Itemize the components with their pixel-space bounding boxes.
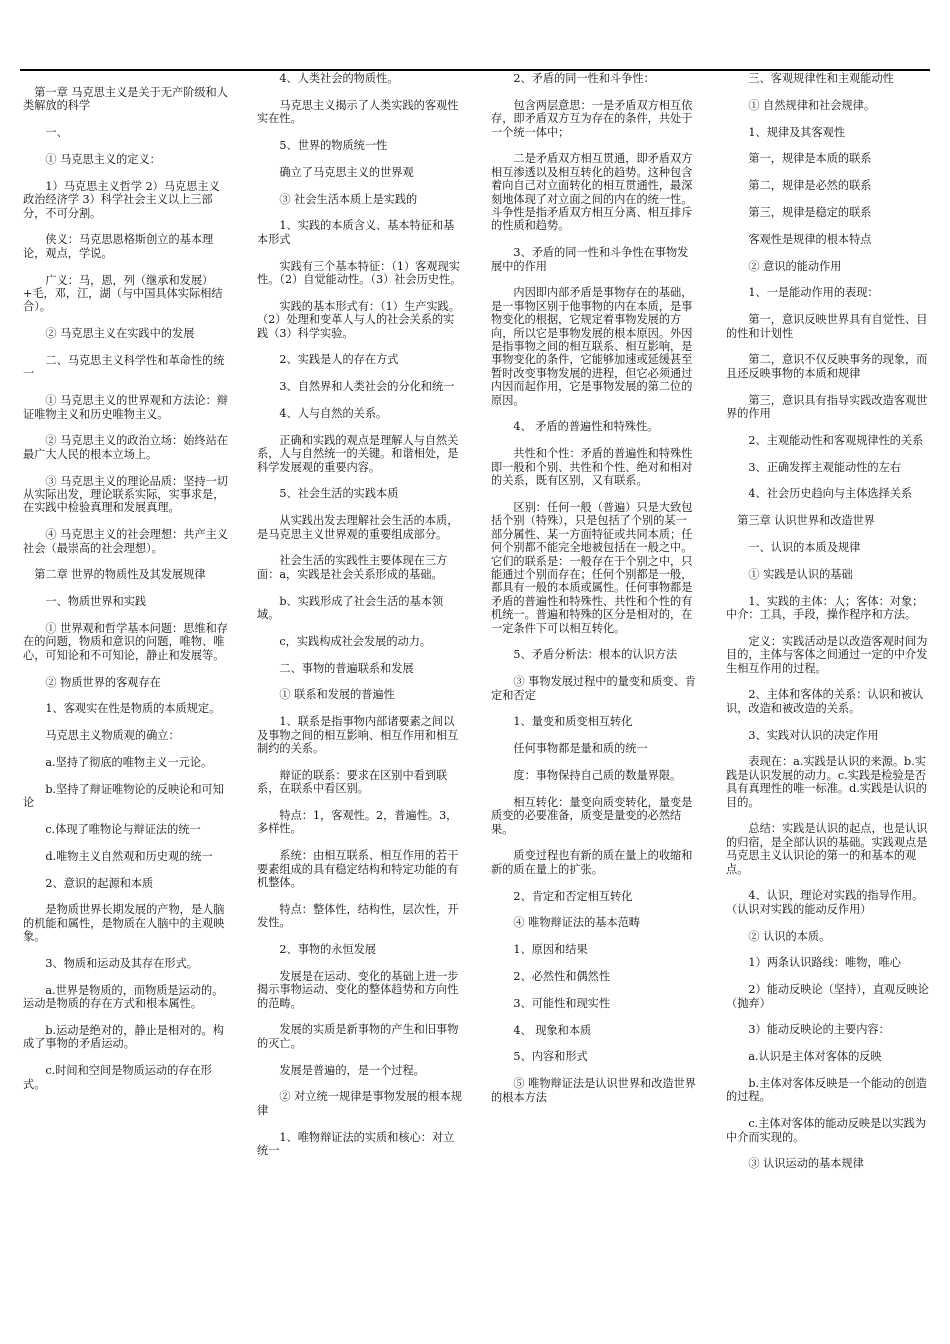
paragraph: 2、主观能动性和客观规律性的关系 <box>748 433 924 447</box>
paragraph: 2、主体和客体的关系：认识和被认识，改造和被改造的关系。 <box>726 688 924 715</box>
paragraph: 二、事物的普遍联系和发展 <box>279 661 414 675</box>
paragraph: c.主体对客体的能动反映是以实践为中介而实现的。 <box>726 1117 927 1144</box>
paragraph: 定义：实践活动是以改造客观时间为目的，主体与客体之间通过一定的中介发生相互作用的过程。 <box>726 634 928 675</box>
paragraph: ④ 马克思主义的社会理想：共产主义社会（最崇高的社会理想）。 <box>23 528 228 555</box>
column-2 <box>257 72 463 1171</box>
paragraph: 度：事物保持自己质的数量界限。 <box>513 768 682 782</box>
paragraph: ② 物质世界的客观存在 <box>45 675 161 689</box>
paragraph: 侠义：马克思恩格斯创立的基本理论，观点，学说。 <box>23 233 214 260</box>
paragraph: 1、规律及其客观性 <box>748 125 846 139</box>
paragraph: 2、事物的永恒发展 <box>279 943 377 957</box>
column-1 <box>23 72 229 1104</box>
paragraph: 1、一是能动作用的表现： <box>748 286 879 300</box>
paragraph: 4、社会历史趋向与主体选择关系 <box>748 487 913 501</box>
paragraph: 社会生活的实践性主要体现在三方面：a，实践是社会关系形成的基础。 <box>257 554 448 581</box>
paragraph: 区别：任何一般（普遍）只是大致包括个别（特殊），只是包括了个别的某一部分属性、某一方面特征或共同本质；任何个别都不能完全地被包括在一般之中。它们的联系是：一般存在于个别之中，只能通过个别而存在；任何个别都是一般，都具有一般的本质或属性。任何事物都是矛盾的普遍性和特殊性、共性和个性的有机统一。普遍和特殊的区分是相对的，在一定条件下可以相互转化。 <box>491 500 693 635</box>
paragraph: 第一章 马克思主义是关于无产阶级和人类解放的科学 <box>23 86 228 113</box>
paragraph: a.世界是物质的，而物质是运动的。运动是物质的存在方式和根本属性。 <box>23 983 224 1011</box>
paragraph: ① 马克思主义的世界观和方法论：辩证唯物主义和历史唯物主义。 <box>23 394 228 421</box>
paragraph: 特点：1，客观性。2，普遍性。3，多样性。 <box>257 809 458 836</box>
paragraph: 一、物质世界和实践 <box>45 595 147 609</box>
paragraph: 三、客观规律性和主观能动性 <box>748 72 894 85</box>
paragraph: 2、肯定和否定相互转化 <box>513 889 633 903</box>
paragraph: 3、矛盾的同一性和斗争性在事物发展中的作用 <box>491 246 689 273</box>
paragraph: 4、人类社会的物质性。 <box>279 72 399 85</box>
paragraph: 系统：由相互联系、相互作用的若干要素组成的具有稳定结构和特定功能的有机整体。 <box>257 849 459 890</box>
paragraph: 一、认识的本质及规律 <box>748 540 861 554</box>
paragraph: 1）两条认识路线：唯物，唯心 <box>748 956 901 970</box>
paragraph: 发展是在运动、变化的基础上进一步揭示事物运动、变化的整体趋势和方向性的范畴。 <box>257 969 459 1010</box>
paragraph: 内因即内部矛盾是事物存在的基础，是一事物区别于他事物的内在本质，是事物变化的根据，它规定着事物发展的方向，所以它是事物发展的根本原因。外因是指事物之间的相互联系、相互影响，是事物变化的条件，它能够加速或延缓甚至暂时改变事物发展的进程，但它必须通过内因而起作用，它是事物发展的第二位的原因。 <box>491 286 693 407</box>
paragraph: 实践的基本形式有：（1）生产实践。（2）处理和变革人与人的社会关系的实践（3）科学实验。 <box>257 299 460 340</box>
paragraph: 确立了马克思主义的世界观 <box>279 165 414 179</box>
paragraph: 客观性是规律的根本特点 <box>748 232 872 246</box>
paragraph: 二是矛盾双方相互贯通，即矛盾双方相互渗透以及相互转化的趋势。这种包含着向自己对立面转化的相互贯通性，最深刻地体现了对立面之间的内在的统一性。斗争性是指矛盾双方相互分离、相互排斥的性质和趋势。 <box>491 152 693 233</box>
paragraph: 辩证的联系：要求在区别中看到联系，在联系中看区别。 <box>257 768 448 796</box>
paragraph: 4、 现象和本质 <box>513 1023 592 1037</box>
paragraph: 广义：马，恩，列（继承和发展）+毛，邓，江，湖（与中国具体实际相结合）。 <box>23 273 223 314</box>
paragraph: 1、唯物辩证法的实质和核心：对立统一 <box>257 1130 455 1158</box>
paragraph: 5、社会生活的实践本质 <box>279 487 399 501</box>
paragraph: b.坚持了辩证唯物论的反映论和可知论 <box>23 782 224 810</box>
column-3 <box>491 72 697 1117</box>
paragraph: 3、可能性和现实性 <box>513 996 611 1010</box>
paragraph: 3）能动反映论的主要内容： <box>748 1023 890 1037</box>
paragraph: ② 认识的本质。 <box>748 929 831 943</box>
paragraph: 第二章 世界的物质性及其发展规律 <box>34 568 206 582</box>
paragraph: b、实践形成了社会生活的基本领域。 <box>257 594 444 622</box>
paragraph: ① 马克思主义的定义： <box>45 153 161 166</box>
paragraph: 包含两层意思：一是矛盾双方相互依存，即矛盾双方互为存在的条件，共处于一个统一体中； <box>491 98 693 139</box>
paragraph: ③ 认识运动的基本规律 <box>748 1157 864 1171</box>
paragraph: ① 世界观和哲学基本问题：思维和存在的问题，物质和意识的问题，唯物、唯心，可知论和不可知论，静止和发展等。 <box>23 622 228 662</box>
paragraph: 马克思主义揭示了人类实践的客观性实在性。 <box>257 98 459 126</box>
paragraph: a.认识是主体对客体的反映 <box>748 1050 882 1064</box>
paragraph: 共性和个性：矛盾的普遍性和特殊性即一般和个别、共性和个性、绝对和相对的关系，既有区别，又有联系。 <box>491 447 693 488</box>
paragraph: 4、人与自然的关系。 <box>279 407 388 420</box>
paragraph: ① 自然规律和社会规律。 <box>748 98 876 112</box>
paragraph: 一、 <box>45 126 68 140</box>
paragraph: ② 意识的能动作用 <box>748 259 842 273</box>
paragraph: 从实践出发去理解社会生活的本质，是马克思主义世界观的重要组成部分。 <box>257 514 459 541</box>
paragraph: ③ 马克思主义的理论品质：坚持一切从实际出发，理论联系实际，实事求是，在实践中检验真理和发展真理。 <box>23 474 228 515</box>
paragraph: 4、认识，理论对实践的指导作用。（认识对实践的能动反作用） <box>726 889 924 916</box>
paragraph: 质变过程也有新的质在量上的收缩和新的质在量上的扩张。 <box>491 849 693 876</box>
paragraph: ① 联系和发展的普遍性 <box>279 688 395 702</box>
paragraph: 是物质世界长期发展的产物，是人脑的机能和属性，是物质在人脑中的主观映象。 <box>23 903 225 944</box>
paragraph: ② 对立统一规律是事物发展的根本规律 <box>257 1090 462 1117</box>
paragraph: ④ 唯物辩证法的基本范畴 <box>513 916 641 930</box>
paragraph: 第二，规律是必然的联系 <box>748 179 872 193</box>
paragraph: 第一，意识反映世界具有自觉性、目的性和计划性 <box>726 313 928 340</box>
paragraph: 第三，规律是稳定的联系 <box>748 205 872 219</box>
paragraph: 1）马克思主义哲学 2）马克思主义政治经济学 3）科学社会主义以上三部分，不可分割。 <box>23 179 220 220</box>
paragraph: 2、实践是人的存在方式 <box>279 353 399 367</box>
paragraph: 4、 矛盾的普遍性和特殊性。 <box>513 420 659 434</box>
paragraph: ② 马克思主义的政治立场：始终站在最广大人民的根本立场上。 <box>23 434 228 461</box>
paragraph: 发展的实质是新事物的产生和旧事物的灭亡。 <box>257 1023 459 1050</box>
paragraph: 总结：实践是认识的起点，也是认识的归宿，是全部认识的基础。实践观点是马克思主义认识论的第一的和基本的观点。 <box>726 822 928 876</box>
paragraph: 1、量变和质变相互转化 <box>513 715 633 729</box>
paragraph: 1、联系是指事物内部诸要素之间以及事物之间的相互影响、相互作用和相互制约的关系。 <box>257 715 459 756</box>
paragraph: c.体现了唯物论与辩证法的统一 <box>45 823 201 837</box>
paragraph: 2、矛盾的同一性和斗争性： <box>513 72 655 85</box>
paragraph: 5、内容和形式 <box>513 1050 588 1064</box>
paragraph: ⑤ 唯物辩证法是认识世界和改造世界的根本方法 <box>491 1077 696 1104</box>
paragraph: c.时间和空间是物质运动的存在形式。 <box>23 1064 212 1091</box>
column-4 <box>726 72 932 1184</box>
paragraph: 二、马克思主义科学性和革命性的统一 <box>23 354 225 381</box>
paragraph: 1、实践的本质含义、基本特征和基本形式 <box>257 219 455 246</box>
paragraph: 任何事物都是量和质的统一 <box>513 742 648 756</box>
paragraph: a.坚持了彻底的唯物主义一元论。 <box>45 756 213 770</box>
paragraph: 发展是普遍的，是一个过程。 <box>279 1063 425 1077</box>
paragraph: 第三，意识具有指导实践改造客观世界的作用 <box>726 393 928 420</box>
paragraph: 第二，意识不仅反映事务的现象，而且还反映事物的本质和规律 <box>726 353 928 380</box>
paragraph: 1、实践的主体：人；客体：对象；中介：工具，手段，操作程序和方法。 <box>726 594 924 621</box>
paragraph: b.主体对客体反映是一个能动的创造的过程。 <box>726 1077 927 1104</box>
paragraph: ① 实践是认识的基础 <box>748 567 853 581</box>
paragraph: 实践有三个基本特征：（1）客观现实性。（2）自觉能动性。（3）社会历史性。 <box>257 259 462 286</box>
paragraph: 1、客观实在性是物质的本质规定。 <box>45 702 221 716</box>
paragraph: 正确和实践的观点是理解人与自然关系，人与自然统一的关键。和谐相处，是科学发展观的重要内容。 <box>257 433 459 474</box>
paragraph: 5、世界的物质统一性 <box>279 139 388 152</box>
paragraph: 3、实践对认识的决定作用 <box>748 728 879 742</box>
paragraph: 相互转化：量变向质变转化，量变是质变的必要准备，质变是量变的必然结果。 <box>491 795 693 836</box>
paragraph: 3、正确发挥主观能动性的左右 <box>748 460 901 474</box>
paragraph: ③ 社会生活本质上是实践的 <box>279 192 418 206</box>
paragraph: d.唯物主义自然观和历史观的统一 <box>45 849 213 863</box>
paragraph: 3、自然界和人类社会的分化和统一 <box>279 380 455 394</box>
paragraph: 2、必然性和偶然性 <box>513 969 611 983</box>
paragraph: c，实践构成社会发展的动力。 <box>279 634 432 648</box>
paragraph: 特点：整体性，结构性，层次性，开发性。 <box>257 902 459 930</box>
paragraph: 1、原因和结果 <box>513 943 588 957</box>
paragraph: 表现在：a.实践是认识的来源。b.实践是认识发展的动力。c.实践是检验是否具有真理性的唯一标准。d.实践是认识的目的。 <box>726 755 927 809</box>
paragraph: 第三章 认识世界和改造世界 <box>737 514 875 528</box>
paragraph: ② 马克思主义在实践中的发展 <box>45 327 195 341</box>
paragraph: 2）能动反映论（坚持），直观反映论（抛弃） <box>726 983 929 1010</box>
top-rule <box>20 69 930 71</box>
paragraph: ③ 事物发展过程中的量变和质变、肯定和否定 <box>491 675 696 702</box>
paragraph: 3、物质和运动及其存在形式。 <box>45 957 198 971</box>
paragraph: 2、意识的起源和本质 <box>45 876 154 890</box>
paragraph: b.运动是绝对的，静止是相对的。构成了事物的矛盾运动。 <box>23 1024 224 1051</box>
paragraph: 第一，规律是本质的联系 <box>748 152 872 166</box>
paragraph: 5、矛盾分析法：根本的认识方法 <box>513 648 678 662</box>
paragraph: 马克思主义物质观的确立： <box>45 729 180 743</box>
